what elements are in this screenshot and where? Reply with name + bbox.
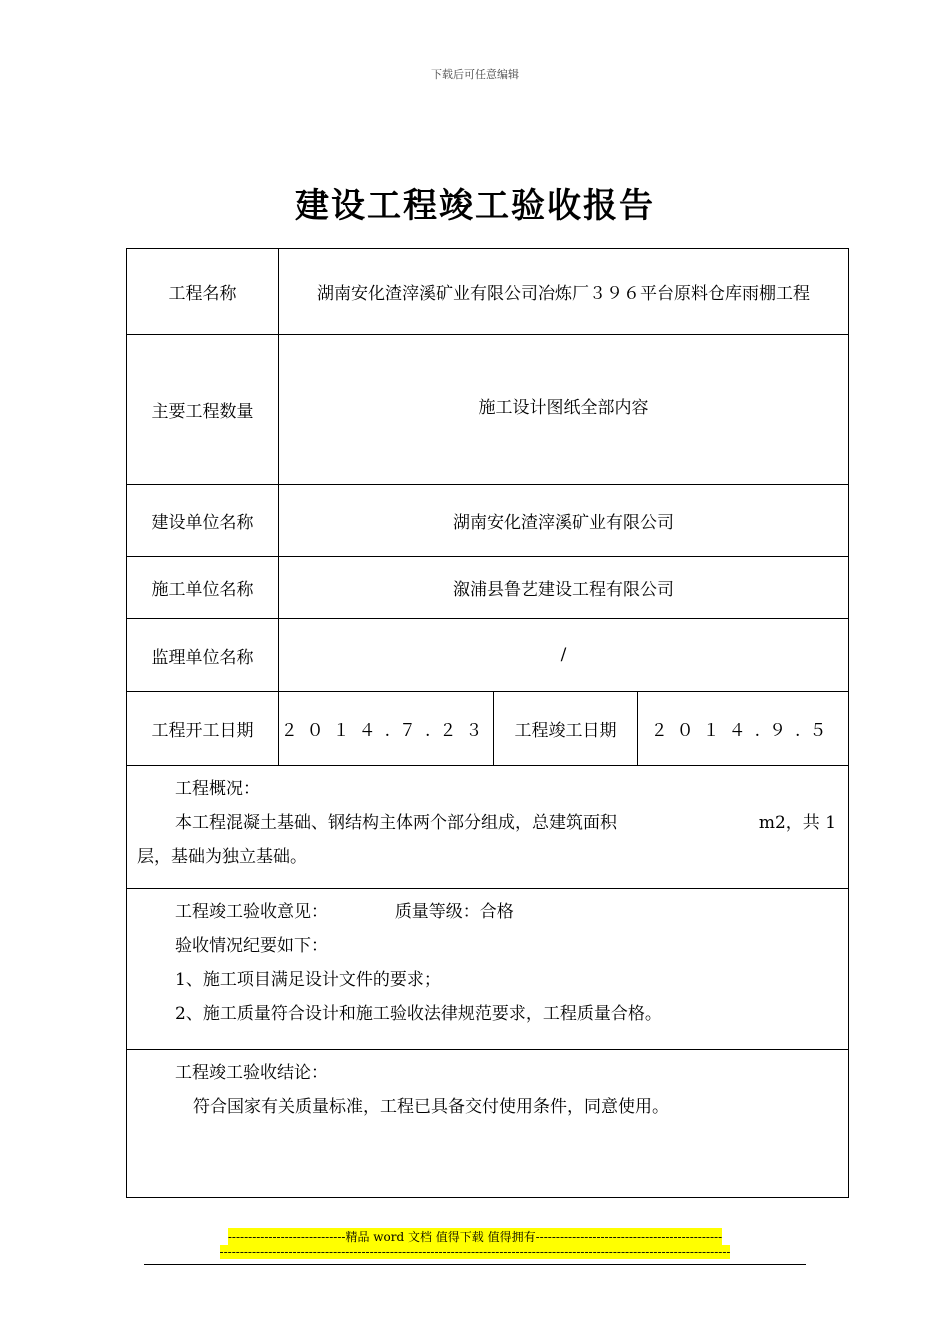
conclusion-heading: 工程竣工验收结论： [175, 1063, 328, 1083]
overview-heading: 工程概况： [175, 779, 260, 799]
start-date-value: ２０１４.７.２３ [279, 692, 494, 766]
project-name-value: 湖南安化渣滓溪矿业有限公司冶炼厂３９６平台原料仓库雨棚工程 [279, 249, 849, 335]
supervisor-value: / [279, 619, 849, 692]
main-quantity-label: 主要工程数量 [127, 335, 279, 485]
row-opinion [127, 889, 849, 1050]
conclusion-text: 符合国家有关质量标准，工程已具备交付使用条件，同意使用。 [193, 1097, 669, 1117]
footer-line-1: -----------------------------精品 word 文档 值得下载 值得拥有---------------------------------------------- [227, 1230, 723, 1244]
opinion-heading-line [137, 895, 836, 929]
supervisor-label: 监理单位名称 [127, 619, 279, 692]
owner-label: 建设单位名称 [127, 485, 279, 557]
row-conclusion [127, 1050, 849, 1198]
document-title: 建设工程竣工验收报告 [295, 186, 655, 226]
end-date-label: 工程竣工日期 [494, 692, 638, 766]
overview-block [127, 766, 849, 889]
row-project-name [127, 249, 849, 335]
overview-line-2: 层，基础为独立基础。 [137, 847, 307, 867]
contractor-value: 溆浦县鲁艺建设工程有限公司 [279, 557, 849, 619]
project-name-label: 工程名称 [127, 249, 279, 335]
summary-heading: 验收情况纪要如下： [175, 936, 328, 956]
row-main-quantity [127, 335, 849, 485]
quality-grade: 质量等级：合格 [394, 902, 514, 922]
footer-rule [144, 1264, 806, 1265]
header-note: 下载后可任意编辑 [431, 68, 519, 81]
row-overview [127, 766, 849, 889]
main-quantity-value: 施工设计图纸全部内容 [279, 335, 849, 485]
end-date-value: ２０１４.９.５ [638, 692, 849, 766]
footer-banner [0, 1228, 950, 1259]
conclusion-block [127, 1050, 849, 1198]
report-table [126, 248, 849, 1198]
overview-line-1 [137, 806, 836, 840]
row-owner [127, 485, 849, 557]
contractor-label: 施工单位名称 [127, 557, 279, 619]
row-dates [127, 692, 849, 766]
row-supervisor [127, 619, 849, 692]
start-date-label: 工程开工日期 [127, 692, 279, 766]
opinion-item-1: 1、施工项目满足设计文件的要求； [175, 970, 441, 990]
overview-text-part2: m2，共 1 [758, 813, 837, 833]
opinion-block [127, 889, 849, 1050]
row-contractor [127, 557, 849, 619]
opinion-heading: 工程竣工验收意见： [175, 902, 328, 922]
opinion-item-2: 2、施工质量符合设计和施工验收法律规范要求，工程质量合格。 [175, 1004, 662, 1024]
owner-value: 湖南安化渣滓溪矿业有限公司 [279, 485, 849, 557]
footer-line-2: ------------------------------------------------------------------------------------------------------------------------------ [219, 1245, 731, 1259]
overview-text-part1: 本工程混凝土基础、钢结构主体两个部分组成，总建筑面积 [175, 813, 617, 833]
